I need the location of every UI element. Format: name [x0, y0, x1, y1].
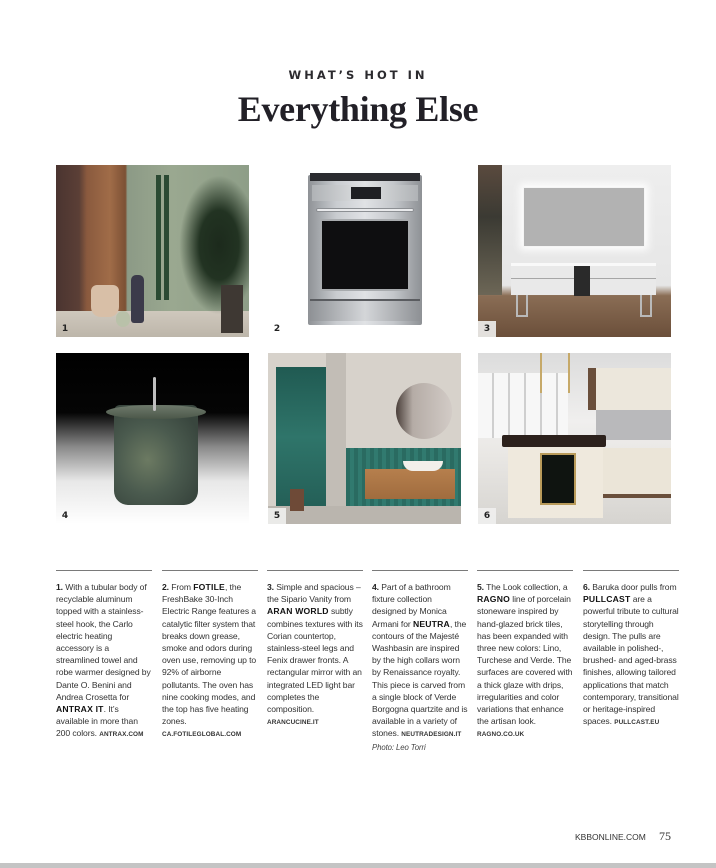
photo-credit: Photo: Leo Torri: [372, 742, 426, 752]
stone-basin: [114, 405, 198, 505]
caption-text: With a tubular body of recyclable aluminum topped with a stainless-steel hook, the Carlo electric heating accessory is a streamlined towel and robe warmer designed by Dante O. Benini and Andrea Crosetta for: [56, 582, 151, 702]
photo-1-towel-warmer: [56, 165, 249, 337]
brand-name: RAGNO: [477, 594, 510, 605]
photo-6-kitchen: [478, 353, 671, 524]
website-link[interactable]: ANTRAX.COM: [99, 731, 144, 739]
caption-number: 1.: [56, 582, 63, 592]
caption-text: . It’s available in more than 200 colors.: [56, 704, 138, 739]
website-link[interactable]: ARANCUCINE.IT: [267, 719, 319, 727]
caption-number: 4.: [372, 582, 379, 592]
brand-name: PULLCAST: [583, 594, 631, 605]
vase: [131, 275, 144, 323]
brand-name: ANTRAX IT: [56, 704, 104, 715]
round-mirror: [396, 383, 452, 439]
photo-5-teal-bathroom: [268, 353, 461, 524]
brand-name: NEUTRA: [412, 618, 450, 629]
heater-bar: [164, 175, 169, 300]
caption-1: [56, 570, 152, 742]
bottom-divider: [0, 863, 716, 868]
open-niche: [574, 266, 590, 296]
photo-number: 4: [61, 511, 69, 521]
caption-number: 3.: [267, 582, 274, 592]
plant-pot: [221, 285, 243, 333]
backlit-mirror: [523, 187, 645, 247]
photo-number: 6: [478, 508, 496, 524]
website-link[interactable]: PULLCAST.EU: [614, 719, 660, 727]
caption-number: 2.: [162, 582, 169, 592]
caption-text: Baruka door pulls from: [589, 582, 677, 592]
heater-bar: [156, 175, 161, 300]
range-cooktop: [310, 173, 420, 181]
website-link[interactable]: RAGNO.CO.UK: [477, 731, 525, 739]
caption-number: 6.: [583, 582, 590, 592]
photo-3-vanity: [478, 165, 671, 337]
upper-cabinets: [588, 368, 671, 410]
vanity-cabinet: [511, 263, 656, 295]
oven-drawer: [310, 299, 420, 321]
caption-text: are a powerful tribute to cultural storytelling through design. The pulls are available in polished-, brushed- and aged-brass finishes, allowing tailored applications that match contemporary, transitional or heritage-inspired spaces.: [583, 594, 679, 727]
website-link[interactable]: CA.FOTILEGLOBAL.COM: [162, 731, 242, 739]
basin-rim: [106, 405, 206, 419]
caption-5: [477, 570, 573, 742]
vessel-sink: [403, 461, 443, 471]
caption-2: [162, 570, 258, 742]
caption-text: subtly combines textures with its Corian countertop, stainless-steel legs and Fenix drawer fronts. A rectangular mirror with an integrated LED light bar completes the composition.: [267, 606, 363, 715]
backsplash: [596, 410, 671, 440]
caption-text: From: [168, 582, 194, 592]
caption-3: [267, 570, 363, 729]
partition-wall: [326, 353, 346, 513]
photo-4-washbasin: [56, 353, 249, 524]
wood-stool: [290, 489, 304, 511]
brand-name: FOTILE: [193, 582, 225, 592]
wall-plant-area: [478, 165, 502, 295]
section-kicker: WHAT’S HOT IN: [288, 68, 428, 82]
lower-cabinets: [596, 448, 671, 498]
vase: [116, 311, 130, 327]
caption-text: Simple and spacious – the Sipario Vanity from: [267, 582, 361, 605]
pendant-lights: [540, 353, 570, 393]
website-link[interactable]: NEUTRADESIGN.IT: [401, 731, 462, 739]
vanity-leg: [640, 295, 652, 317]
wood-vanity: [365, 469, 455, 499]
caption-text: , the contours of the Majesté Washbasin are inspired by the high collars worn by Renaissance royalty. This piece is carved from a single block of Verde Borgogna quartzite and is available in a variety of stones.: [372, 618, 468, 739]
teal-shower-wall: [276, 367, 326, 507]
photo-number: 2: [273, 324, 281, 334]
photo-2-electric-range: [268, 165, 461, 337]
photo-number: 1: [61, 324, 69, 334]
faucet: [153, 377, 156, 411]
caption-text: , the FreshBake 30-Inch Electric Range features a catalytic filter system that breaks down grease, smoke and odors during oven use, removing up to 92% of airborne pollutants. The oven has nine cooking modes, and the top has five heating zones.: [162, 582, 257, 727]
caption-text: Part of a bathroom fixture collection designed by Monica Armani for: [372, 582, 451, 629]
wine-cooler: [540, 453, 576, 505]
photo-number: 5: [268, 508, 286, 524]
island-countertop: [502, 435, 606, 447]
vase: [91, 285, 119, 317]
oven-handle: [316, 208, 414, 212]
caption-4: [372, 570, 468, 754]
caption-text: line of porcelain stoneware inspired by hand-glazed brick tiles, has been expanded with three new colors: Lino, Turchese and Verde. The surfaces are covered with a thick glaze with drips, irregularities and color variations that enhance the artisan look.: [477, 594, 573, 727]
photo-number: 3: [478, 321, 496, 337]
caption-6: [583, 570, 679, 729]
oven-window: [320, 219, 410, 291]
range-display-panel: [351, 187, 381, 199]
caption-text: The Look collection, a: [483, 582, 568, 592]
vanity-leg: [516, 295, 528, 317]
caption-number: 5.: [477, 582, 484, 592]
brand-name: ARAN WORLD: [267, 606, 329, 617]
page-title: Everything Else: [237, 89, 479, 129]
footer-site-url[interactable]: KBBONLINE.COM: [575, 832, 646, 842]
page-number: 75: [659, 829, 671, 843]
